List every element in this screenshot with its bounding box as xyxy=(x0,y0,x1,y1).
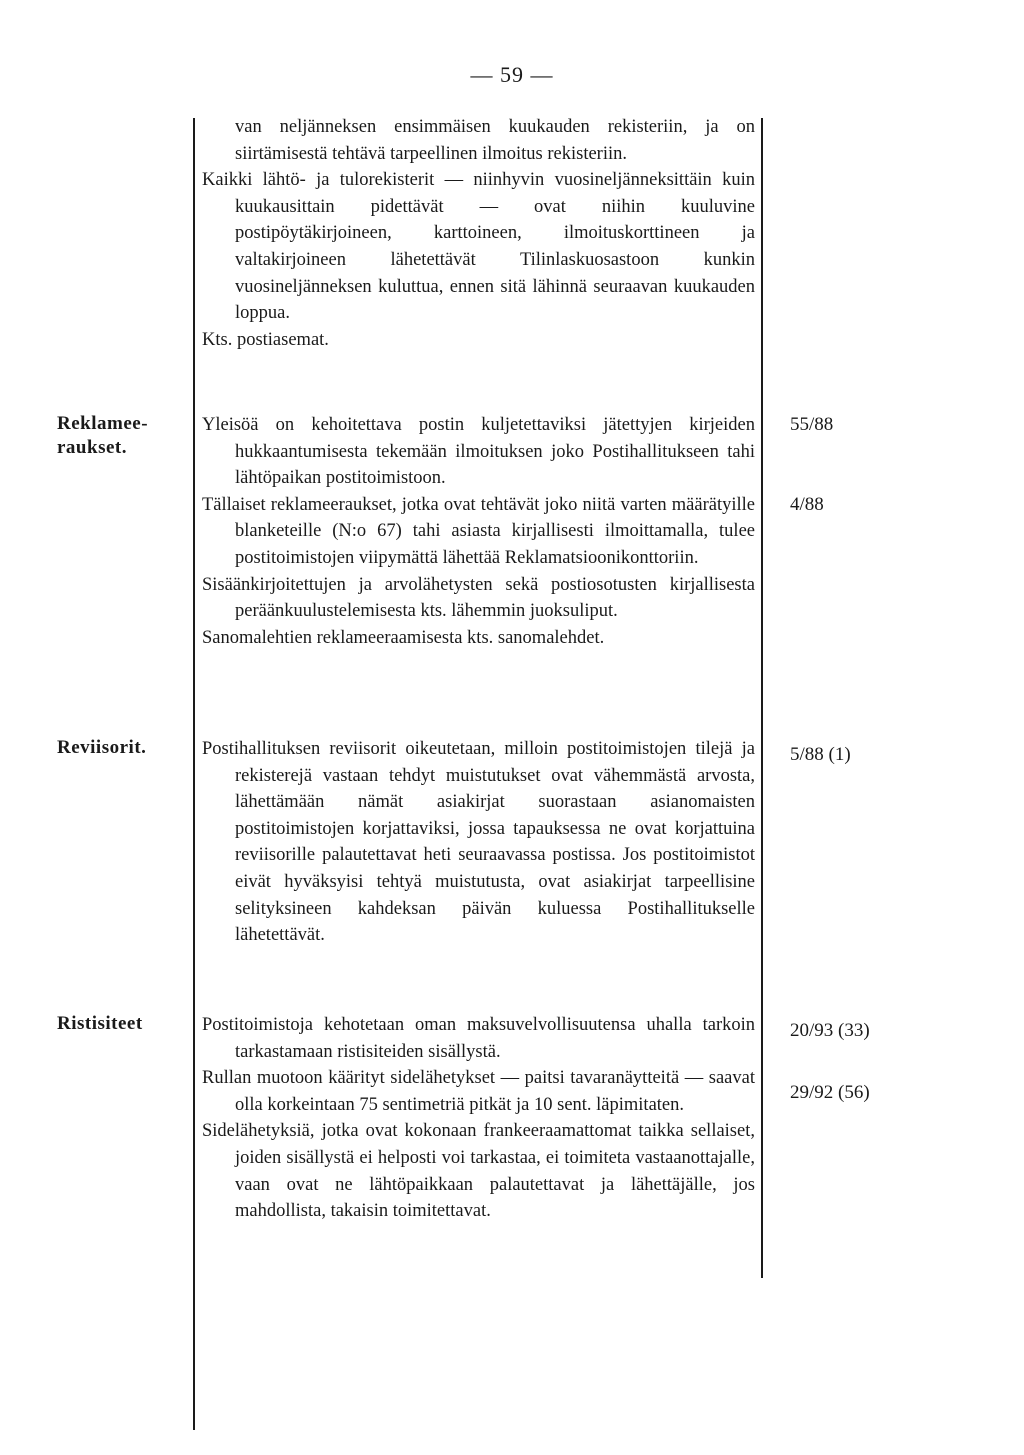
page-number: — 59 — xyxy=(470,62,554,87)
section-body xyxy=(202,1012,755,1225)
paragraph: Kaikki lähtö- ja tulorekisterit — niinhyvin vuosineljänneksittäin kuin kuukausittain pidettävät — ovat niihin kuuluvine postipöytäkirjoineen, karttoineen, ilmoituskorttineen ja valtakirjoineen lähetettävät Tilinlaskuosastoon kunkin vuosineljänneksen kuluttua, ennen sitä lähinnä seuraavan kuukauden loppua. xyxy=(202,170,755,324)
paragraph: Yleisöä on kehoitettava postin kuljetettaviksi jätettyjen kirjeiden hukkaantumisesta tekemään ilmoituksen joko Postihallitukseen tahi lähtöpaikan postitoimistoon. xyxy=(202,415,755,489)
paragraph: Postitoimistoja kehotetaan oman maksuvelvollisuutensa uhalla tarkoin tarkastamaan ristisiteiden sisällystä. xyxy=(202,1015,755,1062)
paragraph: Rullan muotoon käärityt sidelähetykset — paitsi tavaranäytteitä — saavat olla korkeintaan 75 sentimetriä pitkät ja 10 sent. läpimitaten. xyxy=(202,1068,755,1115)
section-body xyxy=(202,412,755,651)
right-column-rule xyxy=(761,118,763,1278)
reference-number: 20/93 (33) xyxy=(790,1020,870,1041)
paragraph: Sisäänkirjoitettujen ja arvolähetysten sekä postiosotusten kirjallisesta peräänkuulustelemisesta kts. lähemmin juoksuliput. xyxy=(202,574,755,622)
paragraph: Sanomalehtien reklameeraamisesta kts. sanomalehdet. xyxy=(202,627,605,648)
paragraph: Postihallituksen reviisorit oikeutetaan, milloin postitoimistojen tilejä ja rekisterejä vastaan tehdyt muistutukset ovat vähemmästä arvosta, lähettämään nämät asiakirjat suorastaan asianomaisten postitoimistojen korjattaviksi, jossa tapauksessa ne ovat korjattuina reviisorille palautettavat heti seuraavassa postissa. Jos postitoimistot eivät hyväksyisi tehtyä muistutusta, ovat asiakirjat tarpeellisine selityksineen kahdeksan päivän kuluessa Postihallitukselle lähetettävät. xyxy=(202,739,755,946)
margin-heading: Reviisorit. xyxy=(57,737,147,758)
paragraph: van neljänneksen ensimmäisen kuukauden rekisteriin, ja on siirtämisestä tehtävä tarpeellinen ilmoitus rekisteriin. xyxy=(235,117,755,164)
paragraph: Sidelähetyksiä, jotka ovat kokonaan frankeeraamattomat taikka sellaiset, joiden sisällystä ei helposti voi tarkastaa, ei toimiteta vastaanottajalle, vaan ovat ne lähtöpaikkaan palautettavat ja lähettäjälle, jos mahdollista, takaisin toimitettavat. xyxy=(202,1121,755,1222)
section-body xyxy=(202,114,755,353)
left-column-rule xyxy=(193,118,195,1430)
paragraph: Kts. postiasemat. xyxy=(202,329,329,350)
margin-heading: Ristisiteet xyxy=(57,1013,143,1034)
reference-number: 5/88 (1) xyxy=(790,744,851,765)
reference-number: 29/92 (56) xyxy=(790,1082,870,1103)
margin-heading: Reklamee-raukset. xyxy=(57,413,149,458)
reference-number: 55/88 xyxy=(790,414,834,435)
reference-number: 4/88 xyxy=(790,494,824,515)
paragraph: Tällaiset reklameeraukset, jotka ovat tehtävät joko niitä varten määrätyille blanketeille (N:o 67) tahi asiasta kirjallisesti ilmoittamalla, tulee postitoimistojen viipymättä lähettää Reklamatsioonikonttoriin. xyxy=(202,494,755,568)
section-body xyxy=(202,736,755,949)
